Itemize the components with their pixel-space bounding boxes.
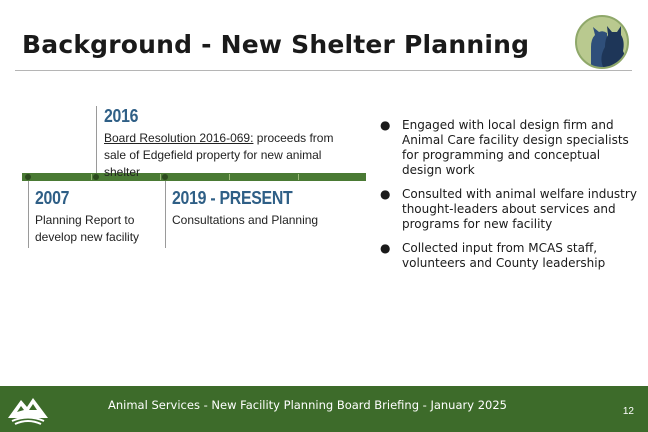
timeline-marker-2007 (25, 174, 31, 180)
timeline-segment-divider (91, 174, 92, 180)
bullet-item: ● Engaged with local design firm and Animal Care facility design specialists for programming and conceptual design work (380, 118, 629, 177)
timeline-desc-2016 (104, 130, 356, 181)
board-resolution-link[interactable]: Board Resolution 2016-069: (104, 131, 254, 145)
timeline-connector-2019 (165, 178, 166, 248)
footer-text: Animal Services - New Facility Planning Board Briefing - January 2025 (108, 398, 507, 412)
bullet-dot-icon: ● (380, 118, 391, 132)
timeline-connector-2016 (96, 106, 97, 176)
timeline-year-2007: 2007 (35, 188, 70, 208)
timeline-desc-2016-text: proceeds from sale of Edgefield property for new animal shelter (104, 131, 334, 179)
title-divider (15, 70, 632, 71)
cat-dog-logo-icon (575, 15, 629, 69)
bullet-dot-icon: ● (380, 241, 391, 255)
bullet-item: ● Collected input from MCAS staff, volunteers and County leadership (380, 241, 606, 270)
bullet-list (380, 118, 638, 280)
timeline-marker-2016 (93, 174, 99, 180)
page-number: 12 (622, 406, 634, 417)
timeline-desc-2007: Planning Report to develop new facility (35, 213, 140, 244)
slide-title: Background - New Shelter Planning (22, 30, 530, 59)
timeline-desc-2019: Consultations and Planning (172, 213, 319, 227)
bullet-item: ● Consulted with animal welfare industry thought-leaders about services and programs for new facility (380, 187, 637, 231)
timeline-year-2016: 2016 (104, 106, 139, 126)
bullet-dot-icon: ● (380, 187, 391, 201)
footer-bar (0, 386, 648, 432)
timeline-connector-2007 (28, 178, 29, 248)
mountain-logo-icon (6, 392, 50, 426)
timeline-year-2019: 2019 - PRESENT (172, 188, 293, 208)
